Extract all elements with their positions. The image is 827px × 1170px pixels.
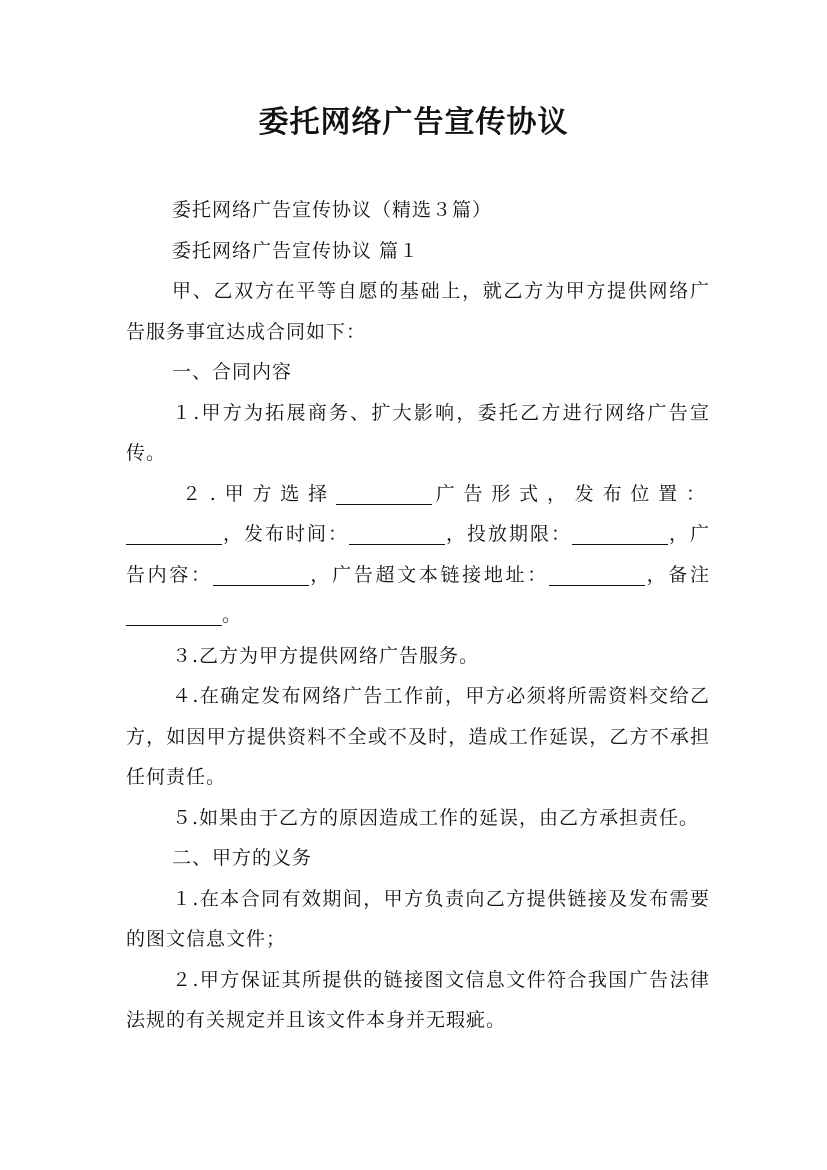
clause-2-comma-2: ， bbox=[644, 563, 669, 586]
paragraph-party-a-duty-2: ２.甲方保证其所提供的链接图文信息文件符合我国广告法律法规的有关规定并且该文件本身并无瑕疵。 bbox=[126, 968, 710, 1031]
paragraph-contract-content-heading: 一、合同内容 bbox=[172, 361, 293, 383]
clause-2-link-label: ，广告超文本链接地址： bbox=[308, 563, 549, 586]
blank-time bbox=[349, 520, 445, 545]
paragraph-clause-4: ４.在确定发布网络广告工作前，甲方必须将所需资料交给乙方，如因甲方提供资料不全或不及时，造成工作延误，乙方不承担任何责任。 bbox=[126, 685, 710, 788]
paragraph-preamble: 甲、乙双方在平等自愿的基础上，就乙方为甲方提供网络广告服务事宜达成合同如下： bbox=[126, 280, 710, 343]
blank-link bbox=[549, 561, 645, 586]
blank-position bbox=[126, 520, 222, 545]
clause-2-note-label: 备注 bbox=[668, 563, 710, 586]
clause-2-form-label: 广告形式，发布位置： bbox=[431, 482, 710, 505]
paragraph-subtitle: 委托网络广告宣传协议（精选３篇） bbox=[172, 199, 493, 221]
paragraph-clause-2 bbox=[126, 474, 710, 636]
paragraph-party-a-duty-1: １.在本合同有效期间，甲方负责向乙方提供链接及发布需要的图文信息文件； bbox=[126, 887, 710, 950]
paragraph-party-a-duties-heading: 二、甲方的义务 bbox=[172, 847, 313, 869]
blank-content bbox=[213, 561, 309, 586]
clause-2-time-label: ，发布时间： bbox=[222, 523, 349, 545]
document-body bbox=[126, 190, 710, 1041]
clause-2-content-label: 广告内容： bbox=[126, 523, 710, 586]
clause-2-prefix: ２.甲方选择 bbox=[182, 482, 336, 505]
document-title: 委托网络广告宣传协议 bbox=[258, 105, 569, 140]
blank-note bbox=[126, 601, 222, 626]
paragraph-clause-3: ３.乙方为甲方提供网络广告服务。 bbox=[172, 644, 480, 667]
clause-2-end: 。 bbox=[222, 604, 243, 626]
clause-2-comma-1: ， bbox=[667, 523, 690, 545]
clause-2-period-label: ，投放期限： bbox=[444, 523, 572, 545]
blank-period bbox=[572, 520, 668, 545]
paragraph-clause-5: ５.如果由于乙方的原因造成工作的延误，由乙方承担责任。 bbox=[172, 806, 700, 829]
paragraph-clause-1: １.甲方为拓展商务、扩大影响，委托乙方进行网络广告宣传。 bbox=[126, 401, 710, 464]
blank-ad-type bbox=[336, 480, 432, 505]
paragraph-section-heading: 委托网络广告宣传协议 篇１ bbox=[172, 239, 420, 262]
